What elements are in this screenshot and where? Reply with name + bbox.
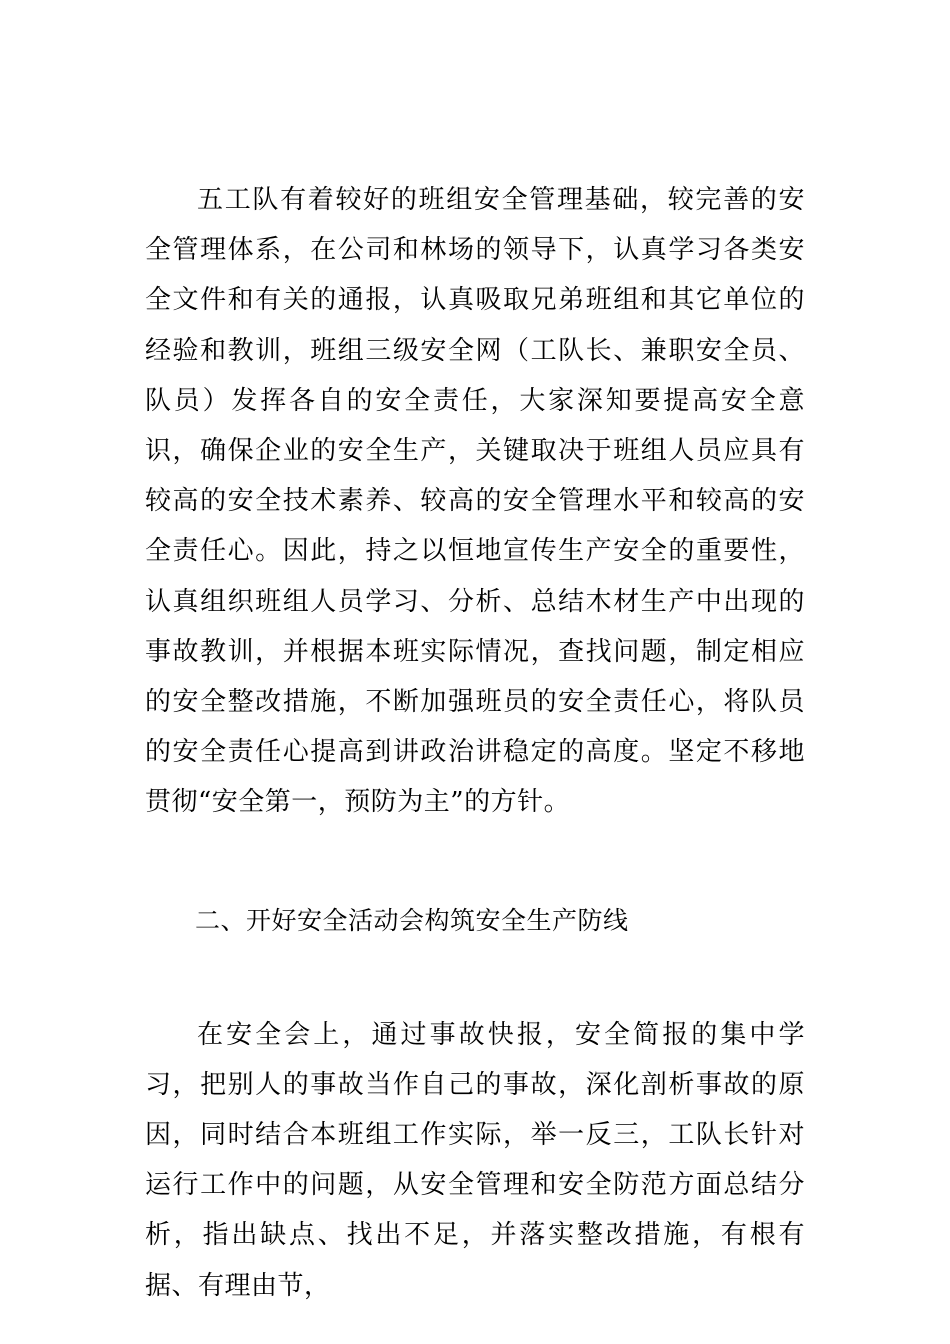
- paragraph-safety-management: 五工队有着较好的班组安全管理基础，较完善的安全管理体系，在公司和林场的领导下，认真学习各类安全文件和有关的通报，认真吸取兄弟班组和其它单位的经验和教训，班组三级安全网（工队长、兼职安全员、队员）发挥各自的安全责任，大家深知要提高安全意识，确保企业的安全生产，关键取决于班组人员应具有较高的安全技术素养、较高的安全管理水平和较高的安全责任心。因此，持之以恒地宣传生产安全的重要性，认真组织班组人员学习、分析、总结木材生产中出现的事故教训，并根据本班实际情况，查找问题，制定相应的安全整改措施，不断加强班员的安全责任心，将队员的安全责任心提高到讲政治讲稳定的高度。坚定不移地贯彻“安全第一，预防为主”的方针。: [145, 185, 805, 818]
- section-heading-2: 二、开好安全活动会构筑安全生产防线: [195, 905, 629, 935]
- paragraph-safety-meeting: 在安全会上，通过事故快报，安全简报的集中学习，把别人的事故当作自己的事故，深化剖析事故的原因，同时结合本班组工作实际，举一反三，工队长针对运行工作中的问题，从安全管理和安全防范方面总结分析，指出缺点、找出不足，并落实整改措施，有根有据、有理由节，: [145, 1019, 805, 1301]
- document-page: [145, 175, 805, 1311]
